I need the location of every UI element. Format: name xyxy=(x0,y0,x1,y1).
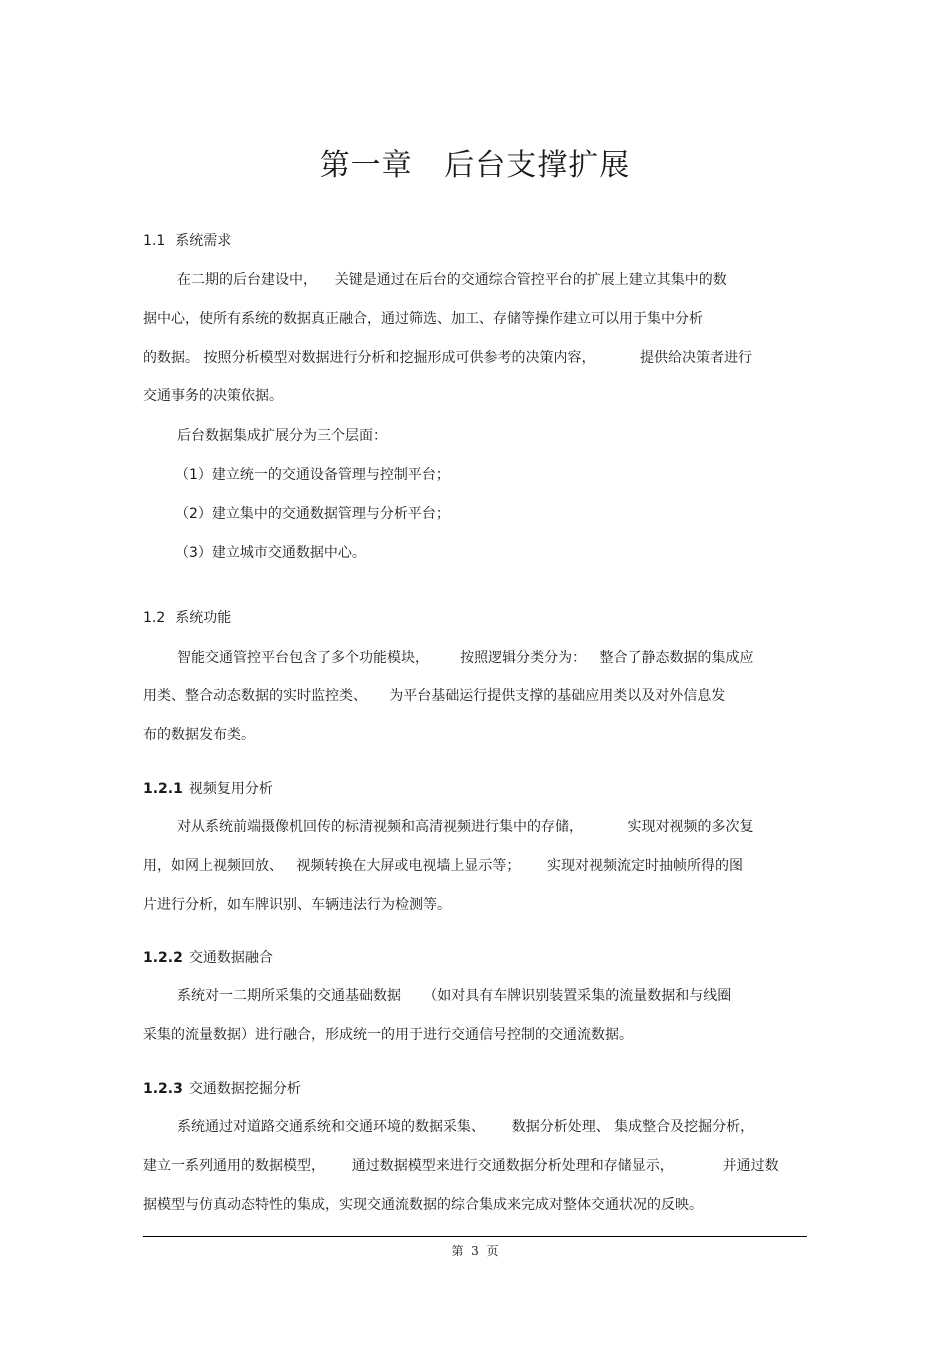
paragraph-line: 交通事务的决策依据。 xyxy=(143,388,283,404)
section-title: 交通数据融合 xyxy=(188,950,273,966)
paragraph-line: 采集的流量数据）进行融合，形成统一的用于进行交通信号控制的交通流数据。 xyxy=(143,1027,633,1043)
paragraph-line: 建立一系列通用的数据模型， 通过数据模型来进行交通数据分析处理和存储显示， 并通过数 xyxy=(143,1158,779,1174)
section-number: 1.2.3 xyxy=(143,1081,183,1097)
paragraph-line: 后台数据集成扩展分为三个层面： xyxy=(177,428,387,444)
section-number: 1.2 xyxy=(143,610,166,626)
section-number: 1.2.1 xyxy=(143,781,183,797)
list-item: （2）建立集中的交通数据管理与分析平台； xyxy=(175,506,450,522)
paragraph-line: 用，如网上视频回放、 视频转换在大屏或电视墙上显示等； 实现对视频流定时抽帧所得的图 xyxy=(143,858,744,874)
paragraph-line: 系统对一二期所采集的交通基础数据 （如对具有车牌识别装置采集的流量数据和与线圈 xyxy=(177,988,732,1004)
paragraph-line: 用类、整合动态数据的实时监控类、 为平台基础运行提供支撑的基础应用类以及对外信息发 xyxy=(143,688,726,704)
paragraph-line: 的数据。 按照分析模型对数据进行分析和挖掘形成可供参考的决策内容， 提供给决策者进行 xyxy=(143,350,752,366)
paragraph-line: 对从系统前端摄像机回传的标清视频和高清视频进行集中的存储， 实现对视频的多次复 xyxy=(177,819,754,835)
paragraph-line: 据中心，使所有系统的数据真正融合，通过筛选、加工、存储等操作建立可以用于集中分析 xyxy=(143,311,703,327)
page-number: 第 3 页 xyxy=(451,1244,499,1258)
list-item: （3）建立城市交通数据中心。 xyxy=(175,545,366,561)
section-heading-1-2 xyxy=(143,608,231,628)
section-heading-1-2-3 xyxy=(143,1079,301,1099)
section-heading-1-2-2 xyxy=(143,948,273,968)
paragraph-line: 在二期的后台建设中， 关键是通过在后台的交通综合管控平台的扩展上建立其集中的数 xyxy=(177,272,727,288)
paragraph-line: 据模型与仿真动态特性的集成，实现交通流数据的综合集成来完成对整体交通状况的反映。 xyxy=(143,1197,703,1213)
paragraph-line: 布的数据发布类。 xyxy=(143,727,255,743)
footer-rule xyxy=(143,1236,807,1237)
chapter-title: 第一章 后台支撑扩展 xyxy=(319,148,631,183)
section-title: 系统需求 xyxy=(175,233,232,249)
section-number: 1.1 xyxy=(143,233,166,249)
section-heading-1-1 xyxy=(143,231,231,251)
section-title: 视频复用分析 xyxy=(188,781,273,797)
paragraph-line: 片进行分析，如车牌识别、车辆违法行为检测等。 xyxy=(143,897,451,913)
section-number: 1.2.2 xyxy=(143,950,183,966)
section-title: 系统功能 xyxy=(175,610,232,626)
section-title: 交通数据挖掘分析 xyxy=(188,1081,301,1097)
paragraph-line: 系统通过对道路交通系统和交通环境的数据采集、 数据分析处理、 集成整合及挖掘分析， xyxy=(177,1119,755,1135)
paragraph-line: 智能交通管控平台包含了多个功能模块， 按照逻辑分类分为： 整合了静态数据的集成应 xyxy=(177,650,754,666)
section-heading-1-2-1 xyxy=(143,779,273,799)
list-item: （1）建立统一的交通设备管理与控制平台； xyxy=(175,467,450,483)
